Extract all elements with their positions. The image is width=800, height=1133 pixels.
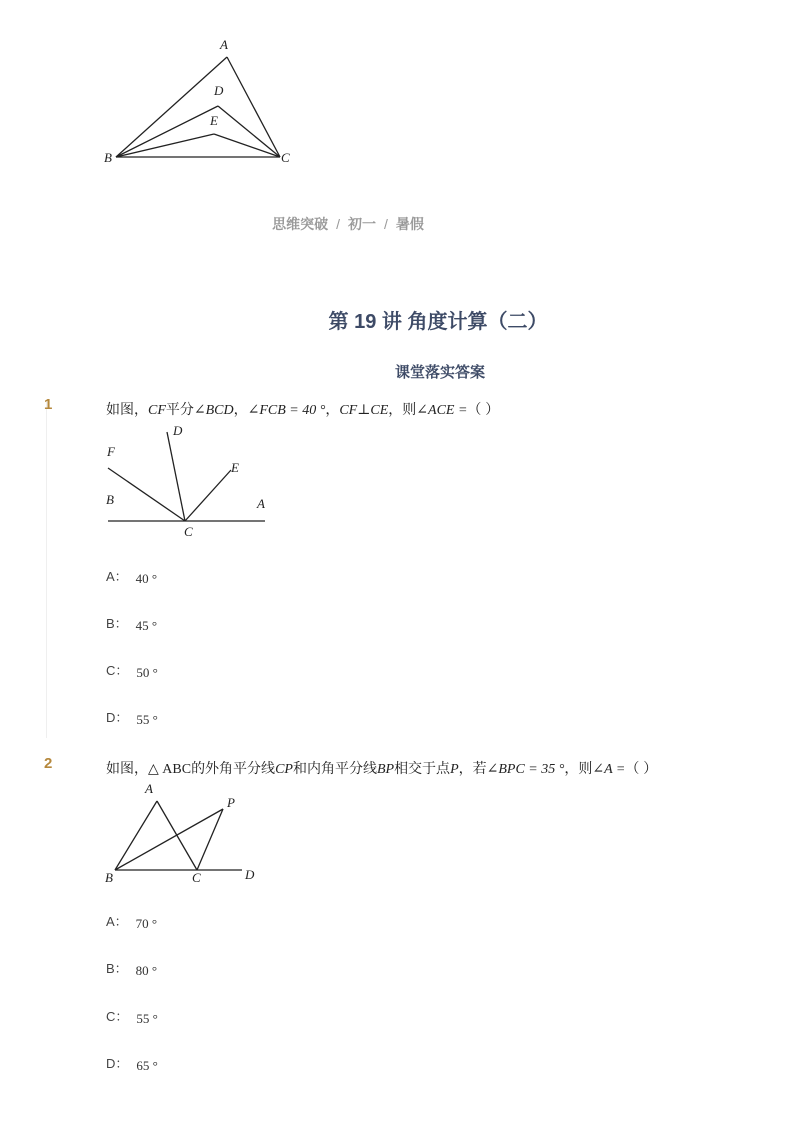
label-d: D bbox=[173, 423, 183, 438]
breadcrumb-separator: / bbox=[336, 216, 340, 232]
line-be bbox=[116, 134, 214, 157]
question-divider bbox=[46, 400, 47, 738]
text-segment: ，则 bbox=[564, 760, 593, 776]
math-segment: BP bbox=[376, 762, 395, 777]
line-bd bbox=[116, 106, 218, 157]
line-cf bbox=[108, 468, 185, 521]
text-segment: 如图， bbox=[106, 401, 148, 417]
label-d: D bbox=[214, 83, 224, 98]
answer-option[interactable] bbox=[106, 958, 157, 977]
option-letter: B： bbox=[106, 616, 128, 631]
option-letter: D： bbox=[106, 1056, 129, 1071]
option-letter: C： bbox=[106, 1009, 129, 1024]
text-segment: ， bbox=[233, 401, 248, 417]
label-f: F bbox=[107, 444, 115, 459]
option-value: 50 ° bbox=[136, 665, 158, 680]
option-value: 65 ° bbox=[136, 1058, 158, 1073]
label-c: C bbox=[184, 524, 193, 539]
text-segment: 的外角平分线 bbox=[191, 760, 276, 776]
option-value: 70 ° bbox=[135, 916, 158, 931]
math-segment: ∠A = bbox=[592, 762, 626, 777]
line-cd bbox=[167, 432, 185, 521]
question-number: 1 bbox=[44, 396, 53, 413]
q1-angle-figure bbox=[100, 420, 275, 545]
math-segment: CF⊥CE bbox=[339, 403, 389, 418]
label-a: A bbox=[257, 496, 265, 511]
text-segment: 如图， bbox=[106, 760, 148, 776]
answer-option[interactable] bbox=[106, 911, 157, 930]
math-segment: △ ABC bbox=[148, 762, 192, 777]
line-ba bbox=[115, 801, 157, 870]
label-d: D bbox=[245, 867, 255, 882]
top-triangle-figure bbox=[100, 35, 300, 170]
line-dc bbox=[218, 106, 280, 157]
label-c: C bbox=[281, 150, 290, 165]
math-segment: ∠BPC = 35 ° bbox=[486, 762, 565, 777]
text-segment: ，若 bbox=[458, 760, 487, 776]
breadcrumb-separator: / bbox=[384, 216, 388, 232]
answer-option[interactable] bbox=[106, 707, 158, 726]
answer-option[interactable] bbox=[106, 613, 157, 632]
label-a: A bbox=[145, 781, 153, 796]
option-value: 80 ° bbox=[135, 963, 158, 978]
question-text bbox=[106, 399, 499, 419]
option-letter: B： bbox=[106, 961, 128, 976]
breadcrumb-item: 暑假 bbox=[395, 216, 424, 232]
math-segment: CF bbox=[148, 403, 166, 418]
math-segment: P bbox=[450, 762, 459, 777]
math-segment: CP bbox=[275, 762, 293, 777]
option-letter: A： bbox=[106, 914, 128, 929]
label-b: B bbox=[106, 492, 114, 507]
breadcrumb bbox=[0, 214, 696, 234]
line-ba bbox=[116, 57, 227, 157]
q2-triangle-figure bbox=[100, 780, 265, 890]
section-subtitle: 课堂落实答案 bbox=[394, 364, 485, 381]
line-cp bbox=[197, 809, 223, 870]
answer-option[interactable] bbox=[106, 1006, 158, 1025]
text-segment: （ ） bbox=[467, 401, 500, 417]
line-ce bbox=[185, 470, 231, 521]
label-b: B bbox=[104, 150, 112, 165]
option-value: 40 ° bbox=[135, 571, 158, 586]
option-letter: D： bbox=[106, 710, 129, 725]
text-segment: 和内角平分线 bbox=[292, 760, 377, 776]
label-c: C bbox=[192, 870, 201, 885]
line-bp bbox=[115, 809, 223, 870]
text-segment: （ ） bbox=[625, 760, 658, 776]
label-a: A bbox=[220, 37, 228, 52]
page-title: 第 19 讲 角度计算（二） bbox=[328, 311, 548, 333]
option-value: 55 ° bbox=[136, 712, 158, 727]
label-e: E bbox=[210, 113, 218, 128]
label-p: P bbox=[227, 795, 235, 810]
question-number: 2 bbox=[44, 755, 53, 772]
label-e: E bbox=[231, 460, 239, 475]
line-ac bbox=[227, 57, 280, 157]
math-segment: ∠BCD bbox=[193, 403, 234, 418]
answer-option[interactable] bbox=[106, 1053, 158, 1072]
option-value: 55 ° bbox=[136, 1011, 158, 1026]
breadcrumb-item: 思维突破 bbox=[272, 216, 329, 232]
answer-option[interactable] bbox=[106, 566, 157, 585]
math-segment: ∠ACE = bbox=[416, 403, 468, 418]
text-segment: ， bbox=[325, 401, 340, 417]
option-letter: C： bbox=[106, 663, 129, 678]
answer-option[interactable] bbox=[106, 660, 158, 679]
option-letter: A： bbox=[106, 569, 128, 584]
text-segment: 平分 bbox=[165, 401, 194, 417]
label-b: B bbox=[105, 870, 113, 885]
breadcrumb-item: 初一 bbox=[348, 216, 376, 232]
option-value: 45 ° bbox=[135, 618, 158, 633]
text-segment: 相交于点 bbox=[394, 760, 451, 776]
text-segment: ，则 bbox=[388, 401, 417, 417]
math-segment: ∠FCB = 40 ° bbox=[247, 403, 326, 418]
question-text bbox=[106, 758, 657, 778]
